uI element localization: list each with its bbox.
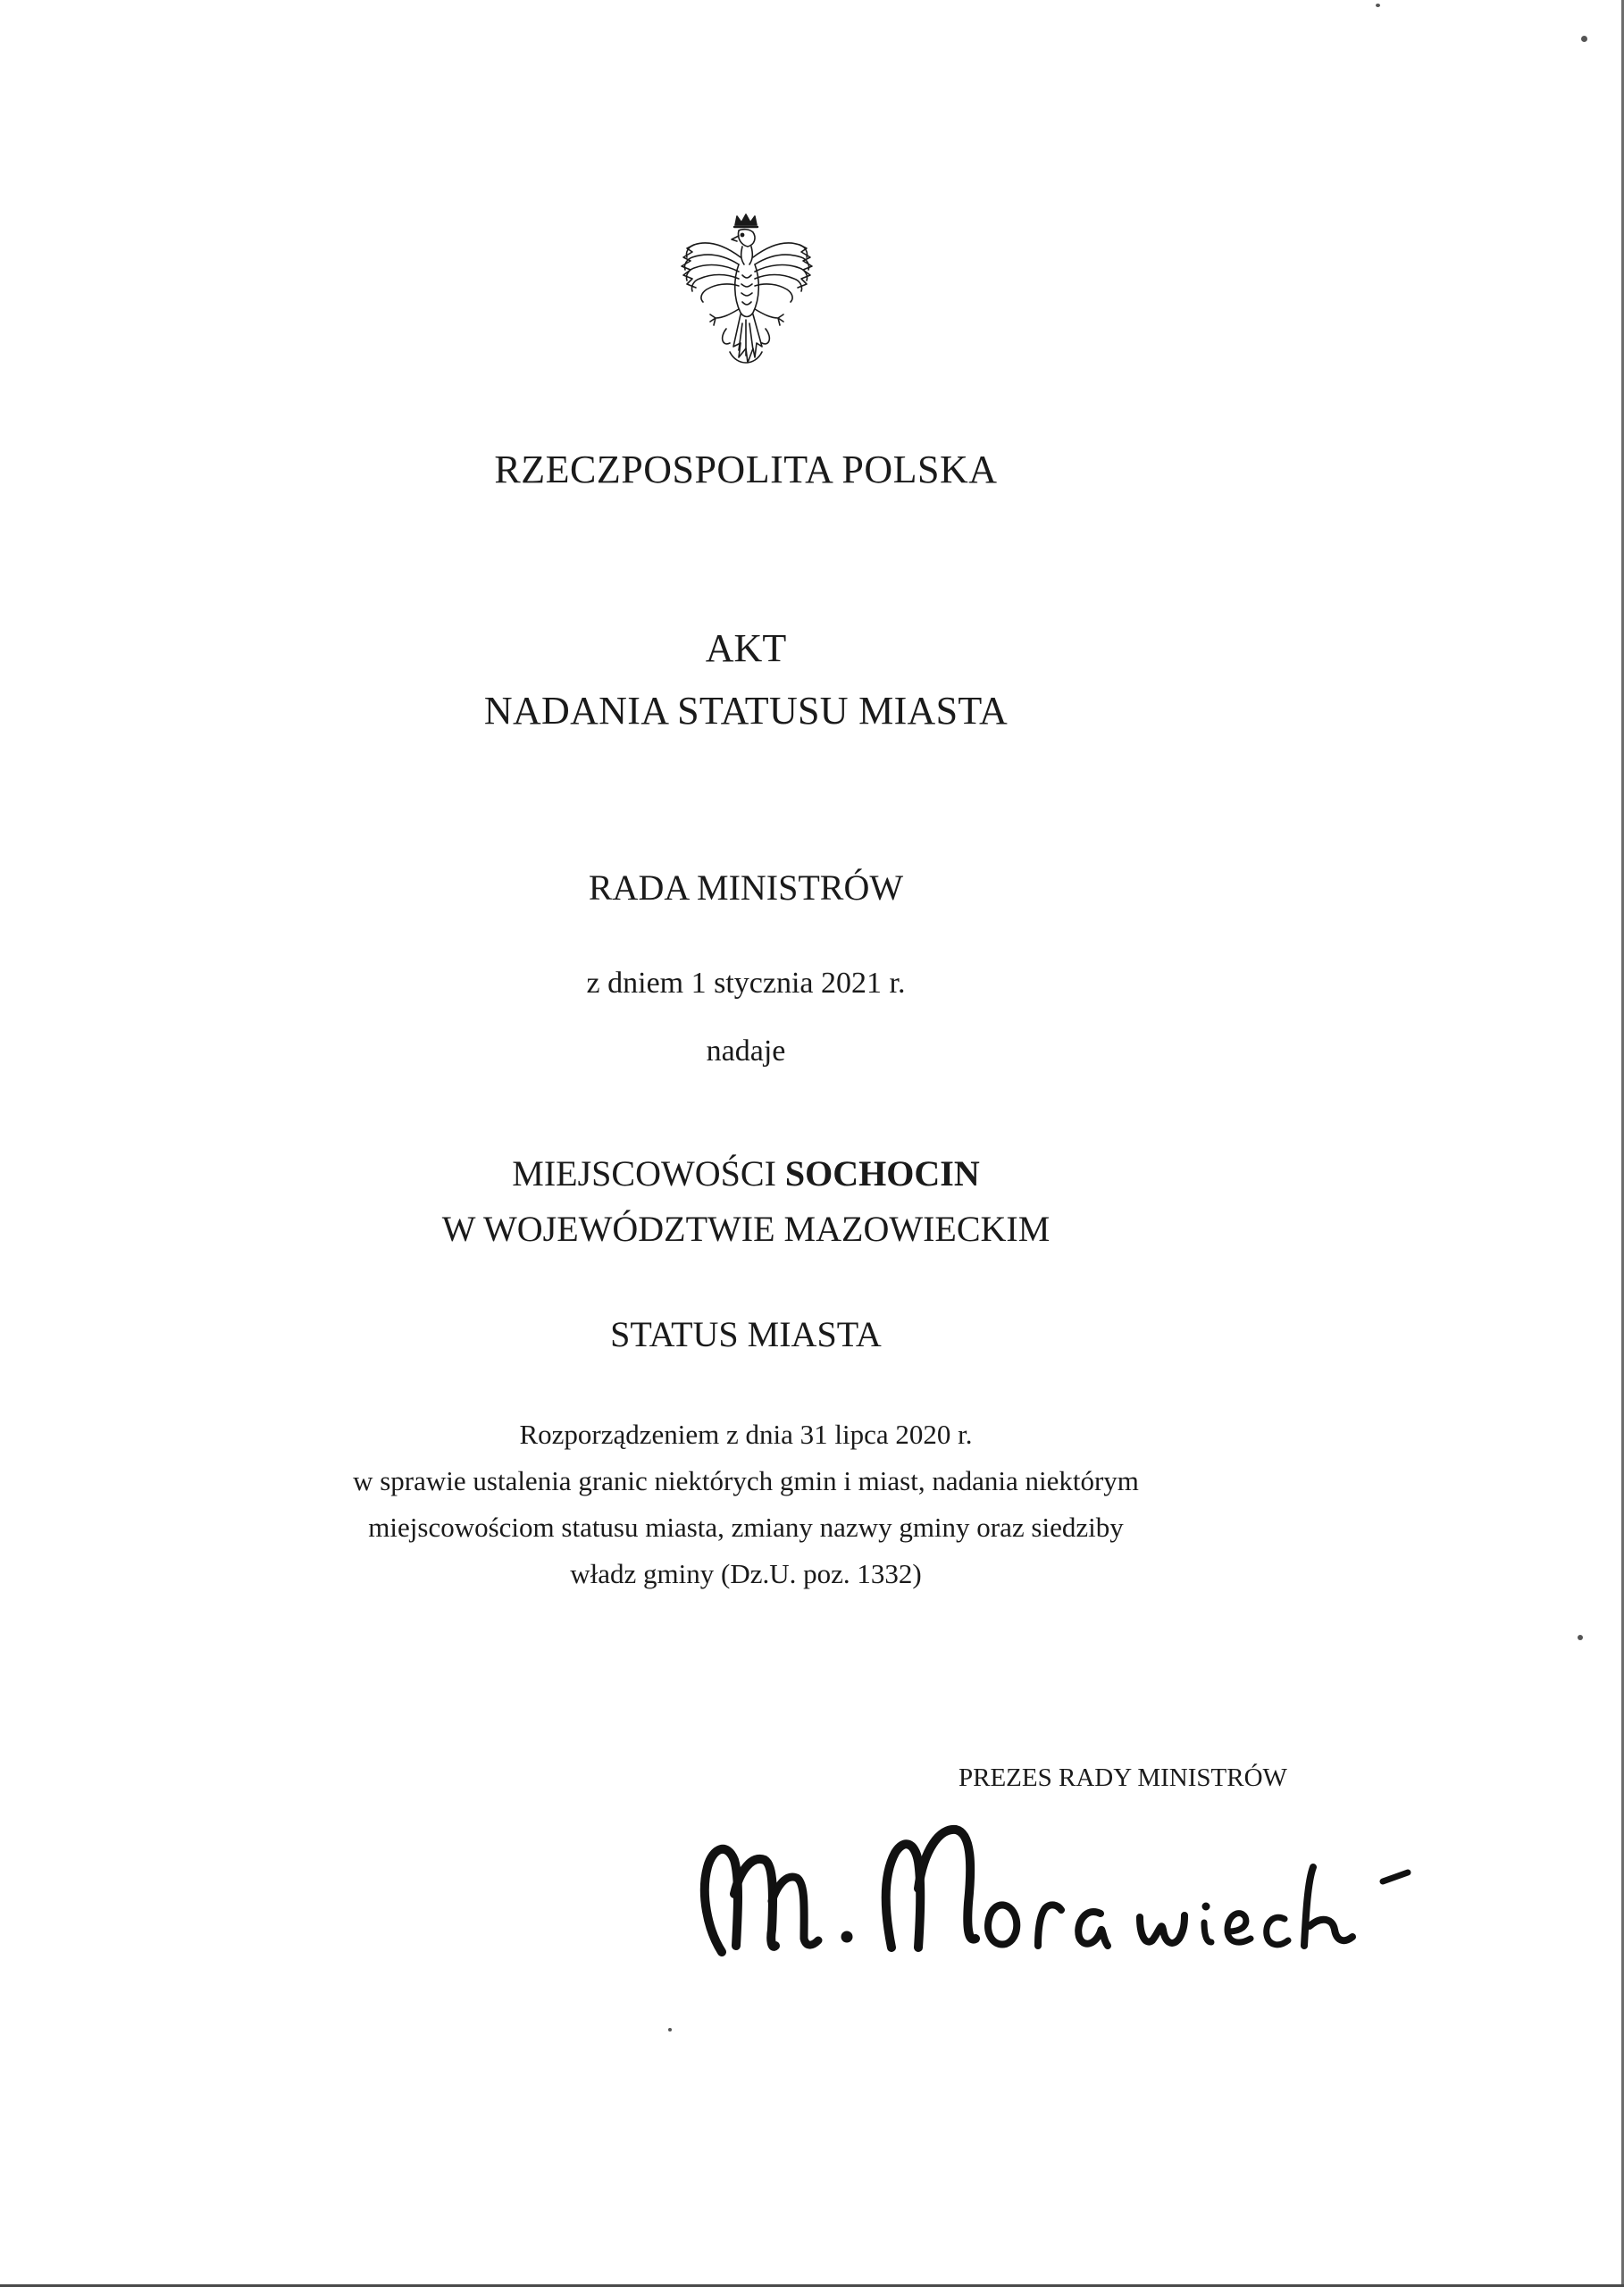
- country-heading: RZECZPOSPOLITA POLSKA: [494, 448, 998, 491]
- legal-basis-line: miejscowościom statusu miasta, zmiany nazwy gminy oraz siedziby: [368, 1512, 1124, 1543]
- legal-basis-line: Rozporządzeniem z dnia 31 lipca 2020 r.: [519, 1419, 973, 1450]
- issuer: RADA MINISTRÓW: [588, 867, 904, 908]
- scan-speck: [668, 2028, 672, 2031]
- legal-basis-line: w sprawie ustalenia granic niektórych gmin i miast, nadania niektórym: [353, 1465, 1139, 1496]
- act-subtitle: NADANIA STATUSU MIASTA: [483, 689, 1009, 733]
- legal-basis-line: władz gminy (Dz.U. poz. 1332): [570, 1558, 922, 1589]
- scan-speck: [1581, 36, 1587, 42]
- scan-speck: [1376, 4, 1380, 7]
- effective-date: z dniem 1 stycznia 2021 r.: [586, 967, 906, 1000]
- grant-verb: nadaje: [706, 1035, 786, 1068]
- locality-line: [0, 1152, 1492, 1194]
- act-title: AKT: [705, 626, 787, 670]
- scan-speck: [1578, 1635, 1583, 1640]
- polish-eagle-emblem-icon: [674, 213, 817, 373]
- granted-status: STATUS MIASTA: [610, 1314, 882, 1354]
- locality-prefix: MIEJSCOWOŚCI: [512, 1153, 785, 1194]
- voivodeship-line: W WOJEWÓDZTWIE MAZOWIECKIM: [441, 1209, 1051, 1249]
- signer-title: PREZES RADY MINISTRÓW: [958, 1763, 1287, 1792]
- locality-name: SOCHOCIN: [784, 1153, 980, 1194]
- handwritten-signature: [688, 1796, 1456, 1983]
